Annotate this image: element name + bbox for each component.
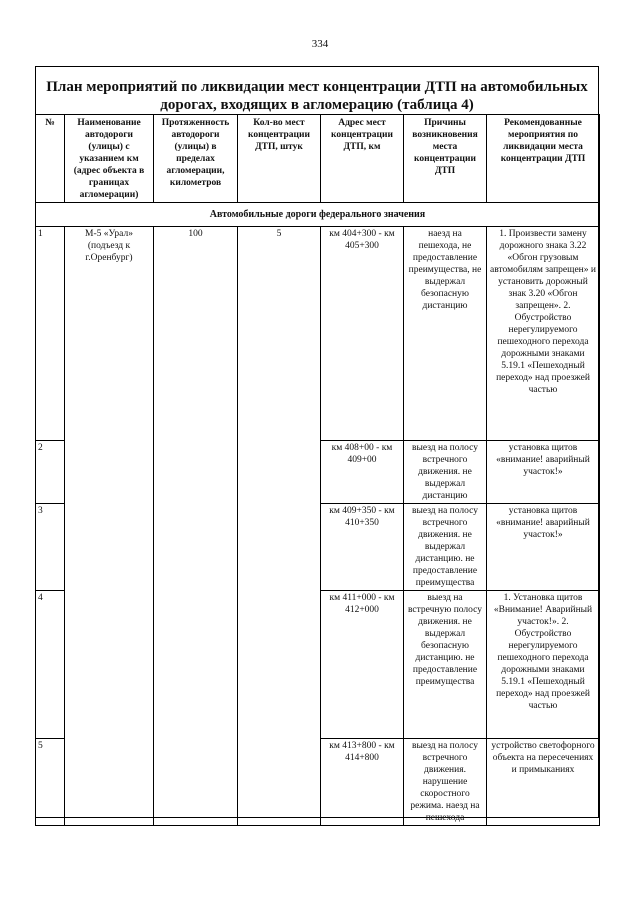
page-number: 334 [311, 38, 329, 50]
document-title: План мероприятий по ликвидации мест концентрации ДТП на автомобильных дорогах, входящих в агломерацию (таблица 4) [46, 79, 588, 113]
measures-cell: 1. Произвести замену дорожного знака 3.22 «Обгон грузовым автомобилям запрещен» и установить дорожный знак 3.20 «Обгон запрещен». 2. Обустройство нерегулируемого пешеходного перехода дорожными знаками 5.19.1 «Пешеходный переход» над проезжей частью [487, 227, 600, 441]
address-cell: км 413+800 - км 414+800 [321, 739, 404, 826]
section-row [36, 203, 600, 227]
section-label: Автомобильные дороги федерального значения [36, 203, 600, 227]
address-cell: км 408+00 - км 409+00 [321, 441, 404, 504]
cause-cell: выезд на полосу встречного движения. не выдержал дистанцию. не предоставление преимущества [404, 504, 487, 591]
cause-cell: выезд на встречную полосу движения. не выдержал безопасную дистанцию. не предоставление преимущества [404, 591, 487, 739]
address-cell: км 409+350 - км 410+350 [321, 504, 404, 591]
column-header-length: Протяженность автодороги (улицы) в пределах агломерации, километров [154, 115, 238, 203]
cause-cell: наезд на пешехода, не предоставление преимущества, не выдержал безопасную дистанцию [404, 227, 487, 441]
row-number: 5 [36, 739, 65, 826]
column-header-road-name: Наименование автодороги (улицы) с указанием км (адрес объекта в границах агломерации) [65, 115, 154, 203]
column-header-number: № [36, 115, 65, 203]
table-row [36, 227, 600, 441]
cause-cell: выезд на полосу встречного движения. не выдержал дистанцию [404, 441, 487, 504]
column-header-causes: Причины возникновения места концентрации ДТП [404, 115, 487, 203]
column-header-address: Адрес мест концентрации ДТП, км [321, 115, 404, 203]
road-length-cell: 100 [154, 227, 238, 826]
measures-cell: 1. Установка щитов «Внимание! Аварийный участок!». 2. Обустройство нерегулируемого пешеходного перехода дорожными знаками 5.19.1 «Пешеходный переход» над проезжей частью [487, 591, 600, 739]
measures-cell: установка щитов «внимание! аварийный участок!» [487, 441, 600, 504]
column-header-measures: Рекомендованные мероприятия по ликвидации места концентрации ДТП [487, 115, 600, 203]
measures-cell: устройство светофорного объекта на пересечениях и примыканиях [487, 739, 600, 826]
row-number: 1 [36, 227, 65, 441]
address-cell: км 411+000 - км 412+000 [321, 591, 404, 739]
accident-count-cell: 5 [238, 227, 321, 826]
column-header-count: Кол-во мест концентрации ДТП, штук [238, 115, 321, 203]
road-name-cell: М-5 «Урал» (подъезд к г.Оренбург) [65, 227, 154, 826]
row-number: 4 [36, 591, 65, 739]
cause-cell: выезд на полосу встречного движения. нарушение скоростного режима. наезд на пешехода [404, 739, 487, 826]
measures-cell: установка щитов «внимание! аварийный участок!» [487, 504, 600, 591]
row-number: 2 [36, 441, 65, 504]
table-header-row [36, 115, 600, 203]
row-number: 3 [36, 504, 65, 591]
address-cell: км 404+300 - км 405+300 [321, 227, 404, 441]
plan-table [35, 114, 600, 826]
